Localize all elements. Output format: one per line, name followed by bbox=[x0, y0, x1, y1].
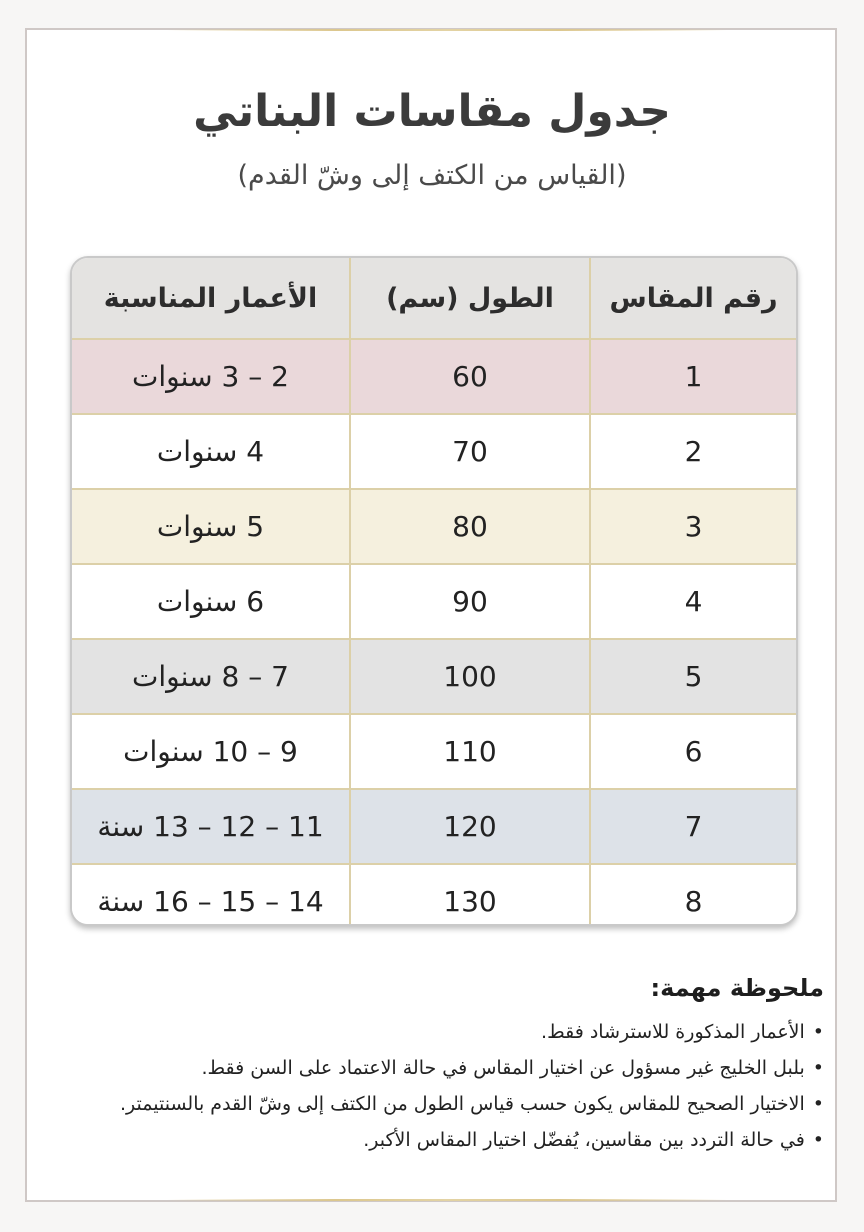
cell-ages: 5 سنوات bbox=[72, 489, 350, 564]
cell-length: 60 bbox=[350, 339, 590, 414]
cell-length: 110 bbox=[350, 714, 590, 789]
page-subtitle: (القياس من الكتف إلى وشّ القدم) bbox=[237, 160, 627, 191]
top-gold-divider bbox=[167, 29, 727, 31]
size-table-container bbox=[70, 256, 798, 926]
list-item bbox=[84, 1014, 824, 1050]
notes-section bbox=[84, 974, 824, 1158]
cell-length: 100 bbox=[350, 639, 590, 714]
list-item bbox=[84, 1086, 824, 1122]
bullet-icon: • bbox=[812, 1057, 824, 1079]
note-text: الاختيار الصحيح للمقاس يكون حسب قياس الطول من الكتف إلى وشّ القدم بالسنتيمتر. bbox=[120, 1093, 805, 1115]
header-length: الطول (سم) bbox=[350, 258, 590, 339]
cell-ages: 11 – 12 – 13 سنة bbox=[72, 789, 350, 864]
cell-size: 4 bbox=[590, 564, 796, 639]
cell-ages: 9 – 10 سنوات bbox=[72, 714, 350, 789]
cell-size: 6 bbox=[590, 714, 796, 789]
page-title: جدول مقاسات البناتي bbox=[193, 86, 671, 137]
list-item bbox=[84, 1122, 824, 1158]
cell-length: 120 bbox=[350, 789, 590, 864]
notes-list bbox=[84, 1014, 824, 1158]
table-row bbox=[72, 714, 796, 789]
cell-length: 70 bbox=[350, 414, 590, 489]
note-text: بلبل الخليج غير مسؤول عن اختيار المقاس في حالة الاعتماد على السن فقط. bbox=[201, 1057, 805, 1079]
cell-length: 90 bbox=[350, 564, 590, 639]
cell-size: 5 bbox=[590, 639, 796, 714]
table-row bbox=[72, 789, 796, 864]
cell-size: 8 bbox=[590, 864, 796, 926]
list-item bbox=[84, 1050, 824, 1086]
bullet-icon: • bbox=[812, 1129, 824, 1151]
cell-size: 7 bbox=[590, 789, 796, 864]
cell-length: 130 bbox=[350, 864, 590, 926]
cell-ages: 14 – 15 – 16 سنة bbox=[72, 864, 350, 926]
note-text: في حالة التردد بين مقاسين، يُفضّل اختيار المقاس الأكبر. bbox=[363, 1129, 805, 1151]
table-row bbox=[72, 564, 796, 639]
bullet-icon: • bbox=[812, 1021, 824, 1043]
cell-size: 3 bbox=[590, 489, 796, 564]
bullet-icon: • bbox=[812, 1093, 824, 1115]
header-size: رقم المقاس bbox=[590, 258, 796, 339]
table-row bbox=[72, 339, 796, 414]
bottom-gold-divider bbox=[167, 1199, 727, 1201]
cell-size: 1 bbox=[590, 339, 796, 414]
note-text: الأعمار المذكورة للاسترشاد فقط. bbox=[541, 1021, 805, 1043]
cell-size: 2 bbox=[590, 414, 796, 489]
size-table bbox=[72, 258, 796, 926]
cell-ages: 4 سنوات bbox=[72, 414, 350, 489]
table-header-row bbox=[72, 258, 796, 339]
table-row bbox=[72, 639, 796, 714]
table-row bbox=[72, 864, 796, 926]
table-row bbox=[72, 414, 796, 489]
notes-title: ملحوظة مهمة: bbox=[650, 974, 824, 1002]
cell-length: 80 bbox=[350, 489, 590, 564]
cell-ages: 2 – 3 سنوات bbox=[72, 339, 350, 414]
cell-ages: 6 سنوات bbox=[72, 564, 350, 639]
cell-ages: 7 – 8 سنوات bbox=[72, 639, 350, 714]
table-row bbox=[72, 489, 796, 564]
header-ages: الأعمار المناسبة bbox=[72, 258, 350, 339]
